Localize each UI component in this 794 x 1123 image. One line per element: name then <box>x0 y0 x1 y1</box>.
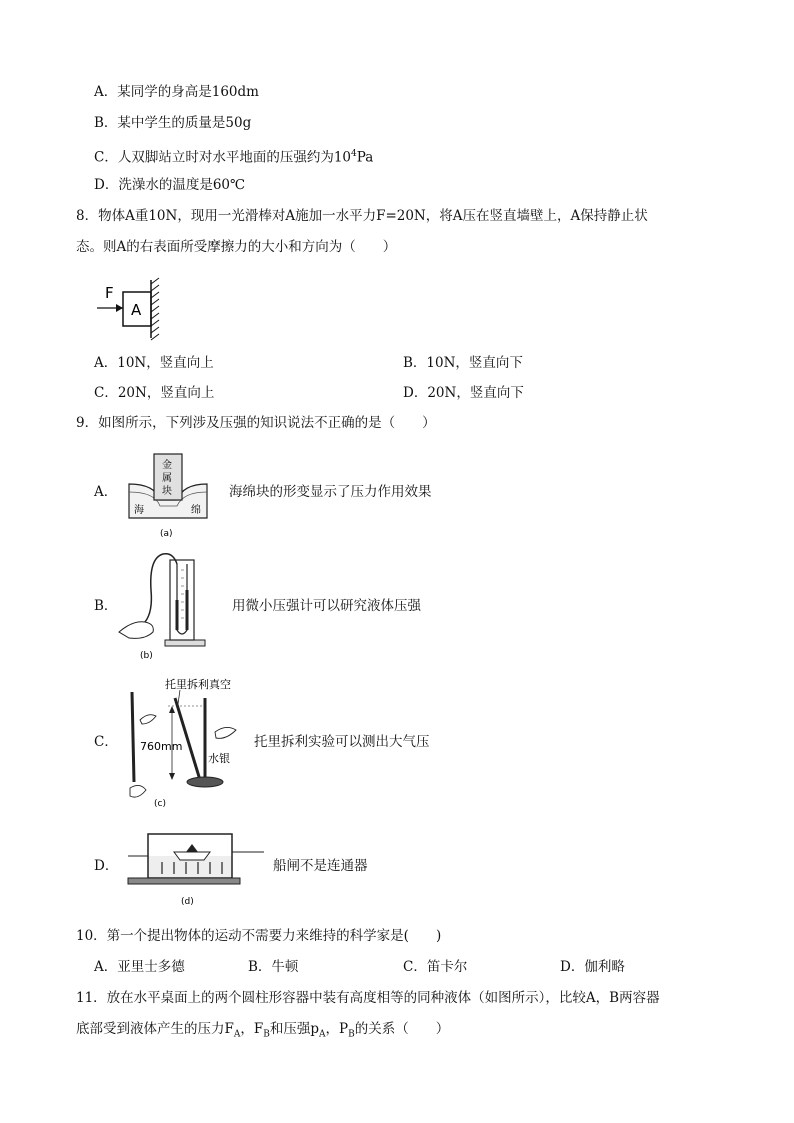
q8-figure-force-label: F <box>105 284 114 302</box>
q9-figure-c-height-arrow-bottom <box>169 773 175 780</box>
q9-figure-c-hand-bottom <box>130 785 146 797</box>
q11-subscript-pa: A <box>319 1029 326 1040</box>
q7-option-c <box>94 145 373 167</box>
q9-figure-c-tilted-tube <box>175 698 200 780</box>
q11-sep2: ，P <box>325 1021 349 1037</box>
q9-figure-b-stand <box>165 640 205 646</box>
q9-option-c-label: C． <box>94 734 118 750</box>
q9-figure-b-caption: (b) <box>140 651 153 661</box>
q11-subscript-pb: B <box>348 1029 355 1040</box>
q8-figure-block-label: A <box>131 301 142 319</box>
q9-option-a-text: 海绵块的形变显示了压力作用效果 <box>229 484 432 500</box>
q10-option-a: A．亚里士多德 <box>94 959 185 975</box>
q9-figure-c-height-arrow-top <box>169 706 175 713</box>
q8-figure <box>95 278 185 340</box>
q9-option-c-text: 托里拆利实验可以测出大气压 <box>254 734 430 750</box>
q9-option-d-text: 船闸不是连通器 <box>273 858 368 874</box>
q11-stem-line2 <box>76 1020 449 1044</box>
q7-option-c-unit: Pa <box>356 149 374 166</box>
q11-subscript-b: B <box>263 1029 270 1040</box>
q9-option-b-text: 用微小压强计可以研究液体压强 <box>232 598 421 614</box>
q9-figure-d-caption: (d) <box>181 897 194 907</box>
q9-option-d-label: D． <box>94 858 119 874</box>
q10-option-c: C．笛卡尔 <box>403 959 468 975</box>
q9-figure-c-hand-right <box>215 727 236 738</box>
q9-figure-c-mercury-dish <box>187 777 223 787</box>
q8-option-b: B．10N，竖直向下 <box>403 355 523 371</box>
q9-figure-a-sponge-right: 绵 <box>191 505 201 516</box>
q11-stem-line2-end: 的关系（ ） <box>354 1021 450 1037</box>
q9-figure-a <box>127 452 209 540</box>
q9-figure-c-caption: (c) <box>154 799 166 809</box>
q8-option-a: A．10N，竖直向上 <box>94 355 214 371</box>
q9-figure-d-ship-cabin <box>186 844 198 852</box>
q7-option-a: A．某同学的身高是160dm <box>94 84 259 100</box>
q7-option-c-text: C．人双脚站立时对水平地面的压强约为10 <box>94 149 352 166</box>
q11-subscript-a: A <box>233 1029 241 1040</box>
q7-option-d: D．洗澡水的温度是60℃ <box>94 177 246 193</box>
q10-stem: 10．第一个提出物体的运动不需要力来维持的科学家是( ) <box>76 928 442 944</box>
q11-mid: 和压强p <box>269 1021 320 1037</box>
q9-option-a-label: A． <box>94 484 118 500</box>
q9-figure-a-block-char1: 金 <box>162 460 172 471</box>
q9-figure-b <box>115 550 215 662</box>
q9-option-b-label: B． <box>94 598 118 614</box>
q11-stem-line2-text: 底部受到液体产生的压力F <box>76 1021 234 1037</box>
q9-figure-d-ship <box>174 852 210 860</box>
q9-figure-c-mercury-label: 水银 <box>208 752 230 765</box>
q9-figure-c-height-label: 760mm <box>140 740 183 753</box>
q8-stem-line1: 8．物体A重10N，现用一光滑棒对A施加一水平力F=20N，将A压在竖直墙壁上，A保持静止状 <box>76 208 648 224</box>
q9-figure-c-vacuum-pointer <box>178 690 180 704</box>
q9-figure-c <box>120 676 245 810</box>
q9-figure-d <box>126 830 266 908</box>
q9-figure-a-block-char2: 属 <box>162 473 172 484</box>
q8-option-c: C．20N，竖直向上 <box>94 385 215 401</box>
q7-option-b: B．某中学生的质量是50g <box>94 115 252 131</box>
q9-figure-a-caption: (a) <box>160 529 173 539</box>
q9-figure-b-hand <box>119 622 153 639</box>
q9-figure-d-base <box>128 878 240 884</box>
q9-figure-b-board <box>170 560 194 640</box>
q8-figure-arrowhead <box>116 304 123 312</box>
q10-option-d: D．伽利略 <box>560 959 625 975</box>
q9-figure-a-sponge-left: 海 <box>134 505 144 516</box>
q8-figure-wall-hatching <box>151 278 159 340</box>
q9-figure-c-vacuum-label: 托里拆利真空 <box>165 678 231 691</box>
q9-figure-c-left-tube <box>132 692 134 782</box>
q9-figure-c-hand-top <box>140 715 156 724</box>
q11-stem-line1: 11．放在水平桌面上的两个圆柱形容器中装有高度相等的同种液体（如图所示），比较A，B两容器 <box>76 990 660 1006</box>
q11-sep1: ，F <box>240 1021 264 1037</box>
q9-stem: 9．如图所示，下列涉及压强的知识说法不正确的是（ ） <box>76 415 436 431</box>
q8-stem-line2: 态。则A的右表面所受摩擦力的大小和方向为（ ） <box>76 239 397 255</box>
q9-figure-a-block-char3: 块 <box>162 486 172 497</box>
q10-option-b: B．牛顿 <box>248 959 299 975</box>
q7-option-c-exponent: 4 <box>351 149 357 159</box>
q8-option-d: D．20N，竖直向下 <box>403 385 524 401</box>
